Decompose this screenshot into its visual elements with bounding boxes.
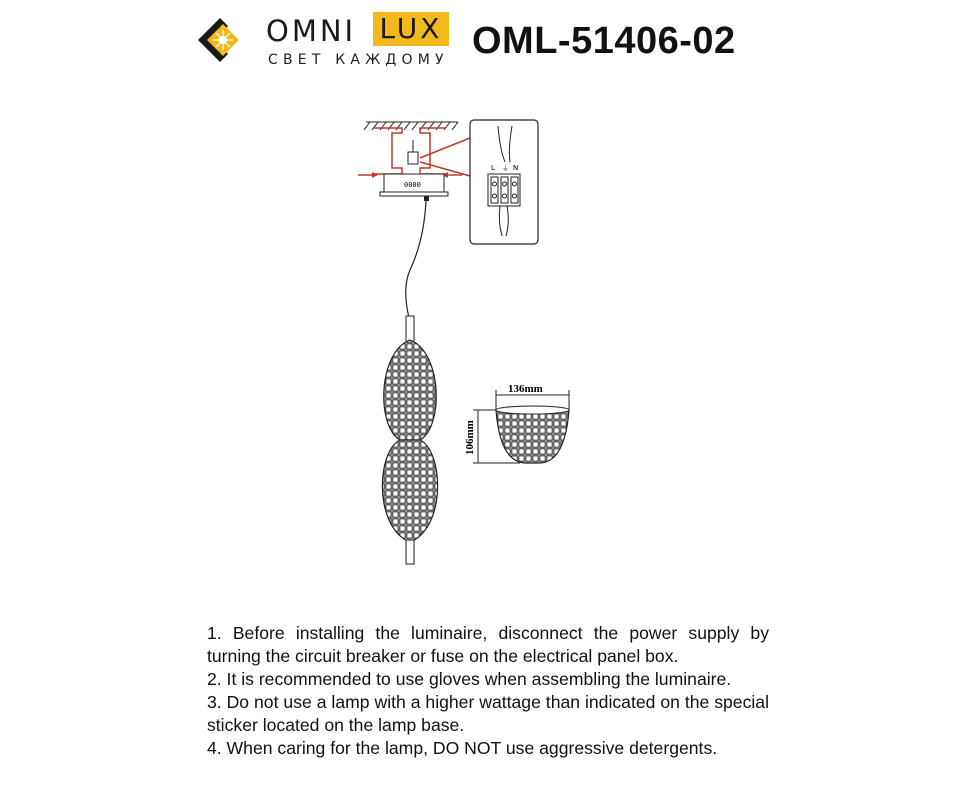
lower-shade — [382, 440, 437, 542]
wiring-detail-callout — [470, 120, 538, 244]
ceiling-hatch — [364, 122, 458, 130]
brand-name-omni: OMNI — [266, 14, 357, 48]
shade-dimension-detail — [464, 383, 569, 463]
instruction-item: 2. It is recommended to use gloves when assembling the luminaire. — [207, 669, 732, 689]
dimension-width: 136mm — [508, 383, 543, 395]
terminal-label-ground: ⏚ — [502, 164, 509, 172]
instruction-item: 3. Do not use a lamp with a higher wattage than indicated on the special sticker located on the lamp base. — [207, 692, 769, 735]
canopy-label: 0000 — [404, 181, 421, 189]
dimension-height: 106mm — [464, 420, 476, 455]
instruction-item: 1. Before installing the luminaire, disconnect the power supply by turning the circuit breaker or fuse on the electrical panel box. — [207, 623, 769, 666]
model-number: OML-51406-02 — [472, 20, 736, 62]
brand-tagline: СВЕТ КАЖДОМУ — [268, 52, 449, 68]
terminal-label-l: L — [491, 164, 495, 172]
suspension-cable — [406, 201, 426, 318]
mounting-bracket — [374, 128, 446, 174]
terminal-label-n: N — [513, 164, 519, 172]
safety-instructions — [207, 622, 769, 760]
brand-name-lux: LUX — [373, 12, 449, 46]
bottom-rod — [406, 540, 414, 564]
canopy — [380, 174, 448, 201]
upper-shade — [384, 340, 436, 440]
instruction-item: 4. When caring for the lamp, DO NOT use aggressive detergents. — [207, 738, 718, 758]
